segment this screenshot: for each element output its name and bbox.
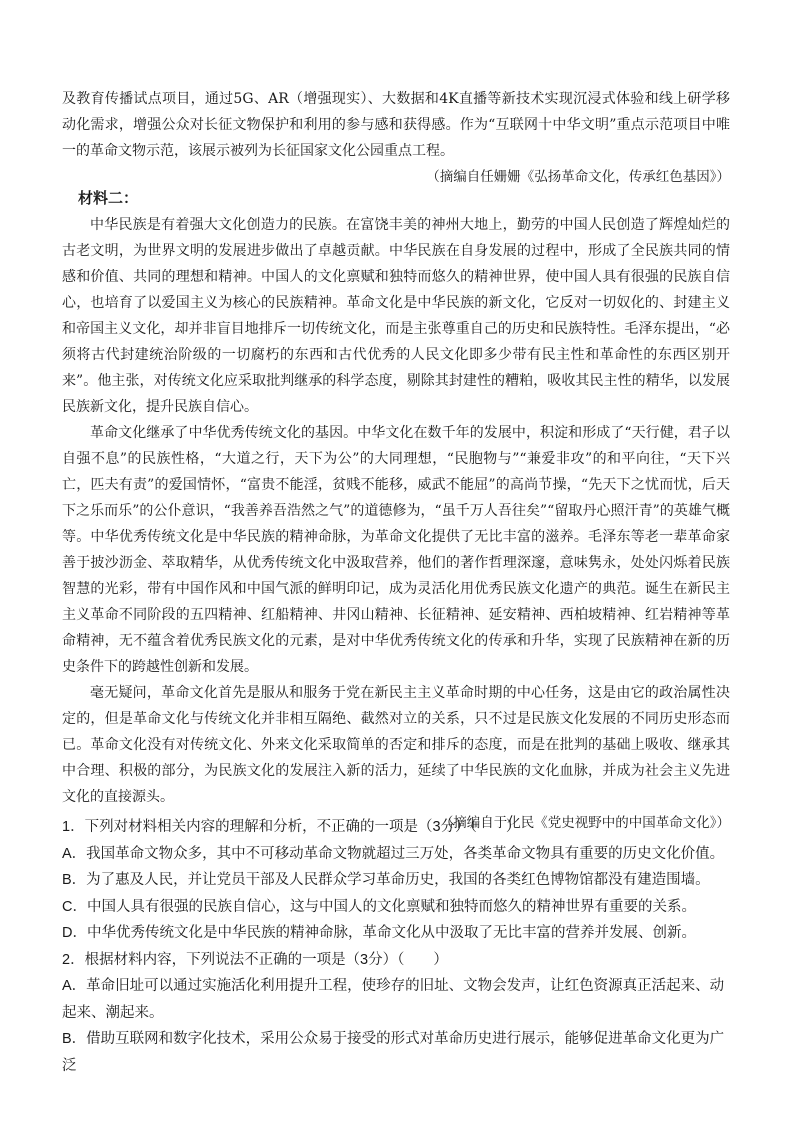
material-one-continuation — [62, 86, 730, 190]
material-two-paragraph-1: 中华民族是有着强大文化创造力的民族。在富饶丰美的神州大地上，勤劳的中国人民创造了辉煌灿烂的古老文明，为世界文明的发展进步做出了卓越贡献。中华民族在自身发展的过程中，形成了全民族共同的情感和价值、共同的理想和精神。中国人的文化禀赋和独特而悠久的精神世界，使中国人具有很强的民族自信心，也培育了以爱国主义为核心的民族精神。革命文化是中华民族的新文化，它反对一切奴化的、封建主义和帝国主义文化，却并非盲目地排斥一切传统文化，而是主张尊重自己的历史和民族特性。毛泽东提出，“必须将古代封建统治阶级的一切腐朽的东西和古代优秀的人民文化即多少带有民主性和革命性的东西区别开来”。他主张，对传统文化应采取批判继承的科学态度，剔除其封建性的糟粕，吸收其民主性的精华，以发展民族新文化，提升民族自信心。 — [62, 217, 730, 415]
material-two-heading: 材料二： — [78, 190, 139, 207]
question-1-option-b[interactable]: B．为了惠及人民，并让党员干部及人民群众学习革命历史，我国的各类红色博物馆都没有建造围墙。 — [62, 872, 710, 888]
question-1-option-c[interactable]: C．中国人具有很强的民族自信心，这与中国人的文化禀赋和独特而悠久的精神世界有重要的关系。 — [62, 898, 696, 915]
question-2 — [62, 947, 730, 1080]
questions — [62, 814, 730, 1079]
material-two-paragraph-2: 革命文化继承了中华优秀传统文化的基因。中华文化在数千年的发展中，积淀和形成了“天行健，君子以自强不息”的民族性格，“大道之行，天下为公”的大同理想，“民胞物与”“兼爱非攻”的和平向往，“天下兴亡，匹夫有责”的爱国情怀，“富贵不能淫，贫贱不能移，威武不能屈”的高尚节操，“先天下之忧而忧，后天下之乐而乐”的公仆意识，“我善养吾浩然之气”的道德修为，“虽千万人吾往矣”“留取丹心照汗青”的英雄气概等。中华优秀传统文化是中华民族的精神命脉，为革命文化提供了无比丰富的滋养。毛泽东等老一辈革命家善于披沙沥金、萃取精华，从优秀传统文化中汲取营养，他们的著作哲理深邃，意味隽永，处处闪烁着民族智慧的光彩，带有中国作风和中国气派的鲜明印记，成为灵活化用优秀民族文化遗产的典范。诞生在新民主主义革命不同阶段的五四精神、红船精神、井冈山精神、长征精神、延安精神、西柏坡精神、红岩精神等革命精神，无不蕴含着优秀民族文化的元素，是对中华优秀传统文化的传承和升华，实现了民族精神在新的历史条件下的跨越性创新和发展。 — [62, 425, 730, 675]
question-1 — [62, 814, 730, 947]
question-1-option-d[interactable]: D．中华优秀传统文化是中华民族的精神命脉，革命文化从中汲取了无比丰富的营养并发展、创新。 — [62, 925, 696, 941]
question-1-stem: 1．下列对材料相关内容的理解和分析，不正确的一项是（3分）（ ） — [62, 819, 521, 835]
material-two-source: （摘编自于化民《党史视野中的中国革命文化》） — [439, 815, 730, 831]
question-2-stem: 2．根据材料内容，下列说法不正确的一项是（3分）（ ） — [62, 951, 448, 968]
material-two-paragraph-3: 毫无疑问，革命文化首先是服从和服务于党在新民主主义革命时期的中心任务，这是由它的政治属性决定的，但是革命文化与传统文化并非相互隔绝、截然对立的关系，只不过是民族文化发展的不同历史形态而已。革命文化没有对传统文化、外来文化采取简单的否定和排斥的态度，而是在批判的基础上吸收、继承其中合理、积极的部分，为民族文化的发展注入新的活力，延续了中华民族的文化血脉，并成为社会主义先进文化的直接源头。 — [62, 685, 730, 805]
material-two — [62, 186, 730, 836]
question-1-option-a[interactable]: A．我国革命文物众多，其中不可移动革命文物就超过三万处，各类革命文物具有重要的历史文化价值。 — [62, 845, 725, 862]
question-2-option-a[interactable]: A．革命旧址可以通过实施活化利用提升工程，使珍存的旧址、文物会发声，让红色资源真正活起来、动起来、潮起来。 — [62, 978, 725, 1021]
material-one-text: 及教育传播试点项目，通过5G、AR（增强现实）、大数据和4K直播等新技术实现沉浸式体验和线上研学移动化需求，增强公众对长征文物保护和利用的参与感和获得感。作为“互联网十中华文明”重点示范项目中唯一的革命文物示范，该展示被列为长征国家文化公园重点工程。 — [62, 91, 730, 159]
question-2-option-b[interactable]: B．借助互联网和数字化技术，采用公众易于接受的形式对革命历史进行展示，能够促进革命文化更为广泛 — [62, 1031, 725, 1074]
material-one-source: （摘编自任姗姗《弘扬革命文化，传承红色基因》） — [426, 169, 730, 185]
